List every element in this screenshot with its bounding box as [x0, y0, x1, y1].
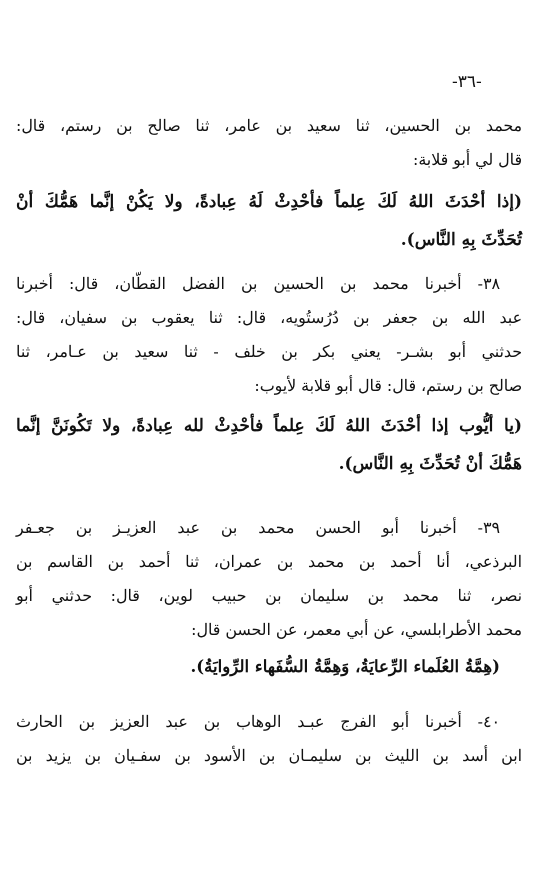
text-line: حدثني أبو بشـر- يعني بكر بن خلف - ثنا سعيد بن عـامر، ثنا [16, 342, 522, 361]
narration-heading-40: ٤٠- أخبرنا أبو الفرج عبـد الوهاب بن عبد العزيز بن الحارث [16, 712, 500, 731]
quote-line: تُحَدِّثَ بِهِ النَّاس). [400, 230, 522, 250]
page-number: -٣٦- [452, 72, 482, 92]
quote-line: (إذا أحْدَثَ اللهُ لَكَ عِلماً فأحْدِثْ لَهُ عِبادةً، ولا يَكُنْ إنَّما هَمُّكَ أنْ [16, 192, 522, 212]
text-line: ابن أسد بن الليث بن سليمـان بن الأسود بن سفـيان بن يزيد بن [16, 746, 522, 765]
text-line: قال لي أبو قلابة: [413, 150, 522, 169]
quote-line: هَمُّكَ أنْ تُحَدِّثَ بِهِ النَّاس). [338, 454, 522, 474]
text-line: محمد بن الحسين، ثنا سعيد بن عامر، ثنا صالح بن رستم، قال: [16, 116, 522, 135]
narration-heading-38: ٣٨- أخبرنا محمد بن الحسين بن الفضل القطّان، قال: أخبرنا [16, 274, 500, 293]
quote-line: (يا أيُّوب إذا أحْدَثَ اللهُ لَكَ عِلماً فأحْدِثْ لله عِبادةً، ولا تَكُونَنَّ إنَّما [16, 416, 522, 436]
narration-heading-39: ٣٩- أخبرنا أبو الحسن محمد بن عبد العزيـز بن جعـفر [16, 518, 500, 537]
text-line: صالح بن رستم، قال: قال أبو قلابة لأيوب: [254, 376, 522, 395]
text-line: نصر، ثنا محمد بن سليمان بن حبيب لوين، قال: حدثني أبو [16, 586, 522, 605]
text-line: عبد الله بن جعفر بن دُرُستُويه، قال: ثنا يعقوب بن سفيان، قال: [16, 308, 522, 327]
quote-line: (هِمَّةُ العُلَماء الرِّعايَةُ، وَهِمَّةُ السُّفَهاء الرِّوايَةُ). [190, 656, 500, 676]
text-line: محمد الأطرابلسي، عن أبي معمر، عن الحسن قال: [191, 620, 522, 639]
text-line: البرذعي، أنا أحمد بن محمد بن عمران، ثنا أحمد بن القاسم بن [16, 552, 522, 571]
